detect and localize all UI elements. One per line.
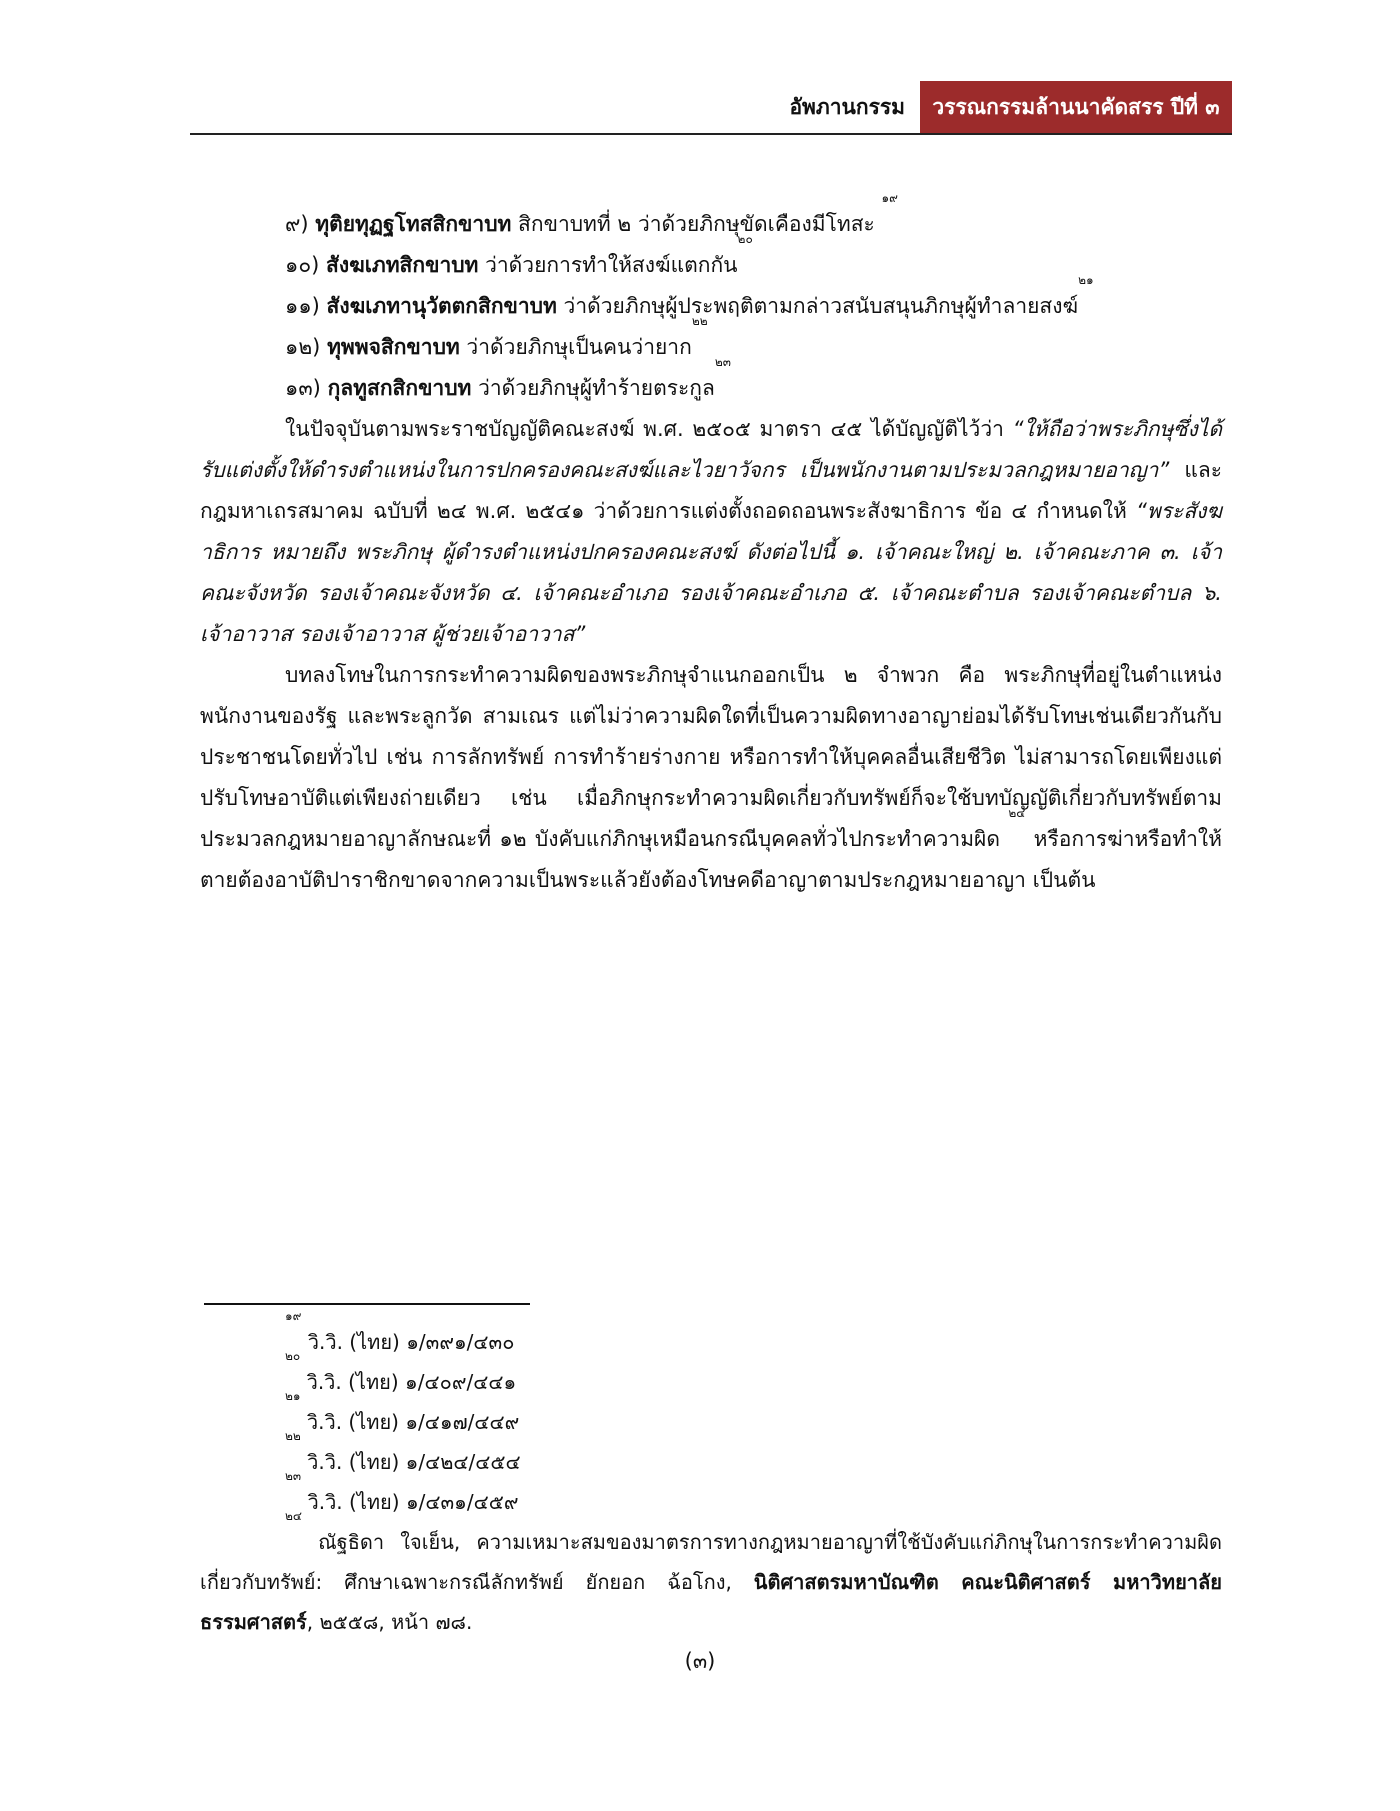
list-item-term: ทุพพจสิกขาบท	[327, 335, 460, 359]
paragraph-text: หรือการฆ่าหรือทำให้ตายต้องอาบัติปาราชิกขาดจากความเป็นพระแล้วยังต้องโทษคดีอาญาตามประกฎหมายอาญา เป็นต้น	[200, 827, 1222, 892]
list-item-description: สิกขาบทที่ ๒ ว่าด้วยภิกษุขัดเคืองมีโทสะ	[511, 212, 875, 236]
footnote-ref[interactable]: ๒๓	[714, 355, 732, 369]
header-divider	[190, 133, 1232, 135]
footnote-ref[interactable]: ๒๒	[691, 314, 708, 328]
header-section-badge: วรรณกรรมล้านนาคัดสรร ปีที่ ๓	[920, 81, 1232, 134]
sikkhabat-list	[200, 191, 1222, 409]
list-item-number: ๑๓)	[285, 376, 321, 400]
footnote-number: ๑๙	[285, 1309, 302, 1323]
footnote-number: ๒๔	[285, 1509, 302, 1523]
list-item-description: ว่าด้วยภิกษุผู้ประพฤติตามกล่าวสนับสนุนภิกษุผู้ทำลายสงฆ์	[556, 294, 1079, 318]
list-item-term: สังฆเภทานุวัตตกสิกขาบท	[326, 294, 557, 318]
paragraph-legal-status	[200, 409, 1222, 655]
footnote-ref[interactable]: ๑๙	[881, 191, 898, 205]
footnote-ref[interactable]: ๒๐	[737, 232, 753, 246]
list-item-description: ว่าด้วยการทำให้สงฆ์แตกกัน	[478, 253, 738, 277]
footnote-number: ๒๑	[285, 1389, 301, 1403]
footnote-text: , ๒๕๕๘, หน้า ๗๘.	[306, 1610, 473, 1634]
footnote-ref[interactable]: ๒๑	[1078, 273, 1094, 287]
list-item-term: กุลทูสกสิกขาบท	[327, 376, 472, 400]
list-item-number: ๑๒)	[285, 335, 321, 359]
header-journal-title: อัพภานกรรม	[789, 95, 905, 119]
paragraph-text: ในปัจจุบันตามพระราชบัญญัติคณะสงฆ์ พ.ศ. ๒๕๐๕ มาตรา ๔๕ ได้บัญญัติไว้ว่า	[285, 417, 1013, 441]
list-item-term: สังฆเภทสิกขาบท	[326, 253, 479, 277]
list-item	[200, 232, 1222, 286]
list-item-number: ๑๐)	[285, 253, 320, 277]
footnote-thesis-title: นิติศาสตรมหาบัณฑิต คณะนิติศาสตร์ มหาวิทยาลัยธรรมศาสตร์	[200, 1570, 1222, 1634]
footnote-text: วิ.วิ. (ไทย) ๑/๓๙๑/๔๓๐	[301, 1330, 515, 1354]
footnote	[200, 1389, 1222, 1442]
page-body	[200, 191, 1223, 901]
footnote-citation	[200, 1509, 1222, 1642]
footnote	[200, 1349, 1222, 1402]
footnote-text: วิ.วิ. (ไทย) ๑/๔๓๑/๔๕๙	[301, 1490, 519, 1514]
footnote-text: วิ.วิ. (ไทย) ๑/๔๒๔/๔๕๔	[300, 1450, 521, 1474]
list-item-description: ว่าด้วยภิกษุเป็นคนว่ายาก	[459, 335, 692, 359]
list-item	[200, 273, 1222, 327]
list-item-number: ๙)	[285, 212, 309, 236]
footnote-number: ๒๐	[285, 1349, 301, 1363]
list-item-description: ว่าด้วยภิกษุผู้ทำร้ายตระกูล	[471, 376, 715, 400]
paragraph-text: บทลงโทษในการกระทำความผิดของพระภิกษุจำแนกออกเป็น ๒ จำพวก คือ พระภิกษุที่อยู่ในตำแหน่งพนักงานของรัฐ และพระลูกวัด สามเณร แต่ไม่ว่าความผิดใดที่เป็นความผิดทางอาญาย่อมได้รับโทษเช่นเดียวกันกับประชาชนโดยทั่วไป เช่น การลักทรัพย์ การทำร้ายร่างกาย หรือการทำให้บุคคลอื่นเสียชีวิต ไม่สามารถโดยเพียงแต่ปรับโทษอาบัติแต่เพียงถ่ายเดียว เช่น เมื่อภิกษุกระทำความผิดเกี่ยวกับทรัพย์ก็จะใช้บทบัญญัติเกี่ยวกับทรัพย์ตามประมวลกฎหมายอาญาลักษณะที่ ๑๒ บังคับแก่ภิกษุเหมือนกรณีบุคคลทั่วไปกระทำความผิด	[200, 663, 1222, 851]
running-header	[190, 81, 1232, 134]
footnote-number: ๒๓	[285, 1469, 302, 1483]
list-item-number: ๑๑)	[285, 294, 320, 318]
quoted-statute: “ให้ถือว่าพระภิกษุซึ่งได้รับแต่งตั้งให้ดำรงตำแหน่งในการปกครองคณะสงฆ์และไวยาวัจกร เป็นพนักงานตามประมวลกฎหมายอาญา”	[200, 417, 1222, 482]
footnote	[200, 1429, 1222, 1482]
list-item	[200, 191, 1222, 245]
page-number: (๓)	[684, 1649, 716, 1673]
footnotes	[200, 1309, 1222, 1642]
list-item	[200, 314, 1222, 368]
footnote-ref[interactable]: ๒๔	[1008, 806, 1026, 820]
list-item-term: ทุติยทุฏฐโทสสิกขาบท	[315, 212, 512, 236]
footnote-text: วิ.วิ. (ไทย) ๑/๔๐๙/๔๔๑	[300, 1370, 517, 1394]
footnote-text: วิ.วิ. (ไทย) ๑/๔๑๗/๔๔๙	[300, 1410, 520, 1434]
list-item	[200, 355, 1222, 409]
footnote-divider	[204, 1303, 530, 1305]
quoted-regulation: “พระสังฆาธิการ หมายถึง พระภิกษุ ผู้ดำรงตำแหน่งปกครองคณะสงฆ์ ดังต่อไปนี้ ๑. เจ้าคณะใหญ่ ๒. เจ้าคณะภาค ๓. เจ้าคณะจังหวัด รองเจ้าคณะจังหวัด ๔. เจ้าคณะอำเภอ รองเจ้าคณะอำเภอ ๕. เจ้าคณะตำบล รองเจ้าคณะตำบล ๖. เจ้าอาวาส รองเจ้าอาวาส ผู้ช่วยเจ้าอาวาส”	[200, 499, 1222, 646]
paragraph-text: และกฎมหาเถรสมาคม ฉบับที่ ๒๔ พ.ศ. ๒๕๔๑ ว่าด้วยการแต่งตั้งถอดถอนพระสังฆาธิการ ข้อ ๔ กำหนดให้	[200, 458, 1223, 523]
footnote-number: ๒๒	[285, 1429, 301, 1443]
footnote	[200, 1469, 1222, 1522]
footnote-text: ณัฐธิดา ใจเย็น, ความเหมาะสมของมาตรการทางกฎหมายอาญาที่ใช้บังคับแก่ภิกษุในการกระทำความผิดเกี่ยวกับทรัพย์: ศึกษาเฉพาะกรณีลักทรัพย์ ยักยอก ฉ้อโกง,	[200, 1530, 1222, 1594]
paragraph-penalties	[200, 655, 1222, 901]
footnote	[200, 1309, 1222, 1362]
